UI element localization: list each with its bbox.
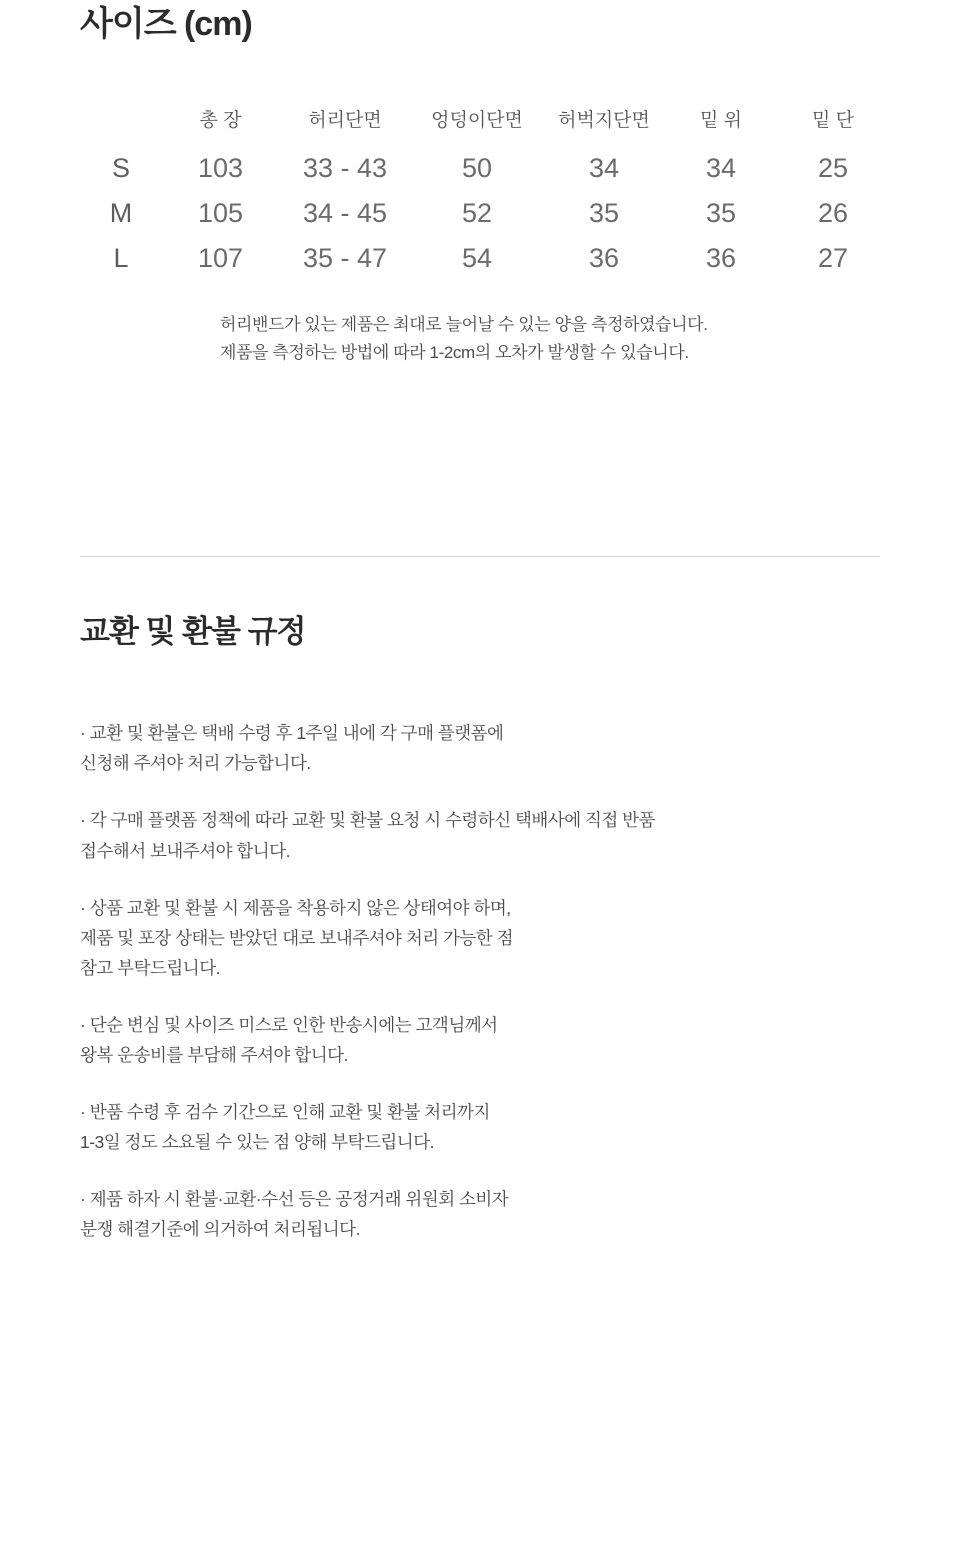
size-table-body: [80, 146, 889, 281]
size-table-column-header: 밑 위: [700, 110, 742, 132]
list-item: [80, 1184, 880, 1244]
size-row-label: S: [111, 153, 130, 184]
policy-line: · 반품 수령 후 검수 기간으로 인해 교환 및 환불 처리까지: [80, 1102, 490, 1123]
size-cell: 35: [705, 198, 737, 229]
list-item: [80, 893, 880, 983]
policy-list: [80, 718, 880, 1244]
size-note-line: 제품을 측정하는 방법에 따라 1-2cm의 오차가 발생할 수 있습니다.: [220, 343, 689, 363]
size-cell: 36: [588, 243, 620, 274]
size-section: [0, 0, 960, 367]
size-table-column-header: 허벅지단면: [558, 110, 650, 132]
size-cell: 105: [197, 198, 244, 229]
policy-line: · 단순 변심 및 사이즈 미스로 인한 반송시에는 고객님께서: [80, 1014, 498, 1035]
size-cell: 27: [817, 243, 849, 274]
policy-line: · 제품 하자 시 환불·교환·수선 등은 공정거래 위원회 소비자: [80, 1189, 509, 1210]
size-cell: 35 - 47: [302, 243, 388, 274]
table-row: [80, 146, 889, 191]
size-table-column-header: 허리단면: [308, 110, 382, 132]
size-cell: 50: [461, 153, 493, 184]
table-row: [80, 191, 889, 236]
size-cell: 36: [705, 243, 737, 274]
size-cell: 35: [588, 198, 620, 229]
policy-line: 참고 부탁드립니다.: [80, 957, 220, 978]
list-item: [80, 1097, 880, 1157]
size-cell: 107: [197, 243, 244, 274]
size-cell: 26: [817, 198, 849, 229]
size-table-header-row: [80, 104, 889, 146]
size-table: [80, 104, 889, 281]
list-item: [80, 718, 880, 778]
size-table-column-header: 총 장: [199, 110, 242, 132]
size-table-corner-cell: [80, 104, 162, 146]
size-table-column-header: 밑 단: [812, 110, 854, 132]
policy-section-title: 교환 및 환불 규정: [80, 614, 306, 649]
policy-line: 제품 및 포장 상태는 받았던 대로 보내주셔야 처리 가능한 점: [80, 927, 513, 948]
exchange-refund-policy-section: [0, 612, 960, 1272]
size-table-head: [80, 104, 889, 146]
size-cell: 54: [461, 243, 493, 274]
list-item: [80, 805, 880, 865]
size-cell: 33 - 43: [302, 153, 388, 184]
size-note-line: 허리밴드가 있는 제품은 최대로 늘어날 수 있는 양을 측정하였습니다.: [220, 315, 708, 335]
size-row-label: M: [109, 198, 133, 229]
policy-line: 분쟁 해결기준에 의거하여 처리됩니다.: [80, 1219, 360, 1240]
table-row: [80, 236, 889, 281]
policy-line: · 각 구매 플랫폼 정책에 따라 교환 및 환불 요청 시 수령하신 택배사에 직접 반품: [80, 810, 655, 831]
size-cell: 34 - 45: [302, 198, 388, 229]
policy-line: 신청해 주셔야 처리 가능합니다.: [80, 753, 311, 774]
size-notes: [80, 311, 880, 367]
policy-line: 접수해서 보내주셔야 합니다.: [80, 840, 290, 861]
size-cell: 103: [197, 153, 244, 184]
size-cell: 52: [461, 198, 493, 229]
size-cell: 34: [705, 153, 737, 184]
list-item: [80, 1010, 880, 1070]
policy-line: · 상품 교환 및 환불 시 제품을 착용하지 않은 상태여야 하며,: [80, 897, 511, 918]
policy-line: · 교환 및 환불은 택배 수령 후 1주일 내에 각 구매 플랫폼에: [80, 723, 504, 744]
size-cell: 34: [588, 153, 620, 184]
size-cell: 25: [817, 153, 849, 184]
policy-line: 왕복 운송비를 부담해 주셔야 합니다.: [80, 1045, 348, 1066]
size-table-column-header: 엉덩이단면: [431, 110, 523, 132]
policy-line: 1-3일 정도 소요될 수 있는 점 양해 부탁드립니다.: [80, 1132, 434, 1153]
size-section-title: 사이즈 (cm): [80, 5, 252, 43]
section-divider: [80, 556, 880, 557]
size-row-label: L: [113, 243, 129, 274]
